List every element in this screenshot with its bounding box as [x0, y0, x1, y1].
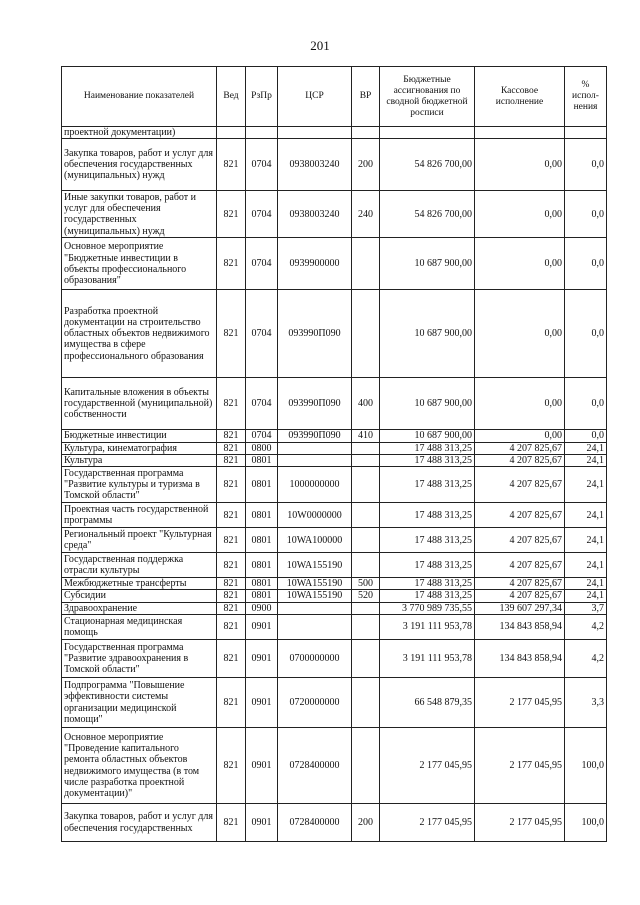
- cell-vr: [352, 728, 380, 804]
- cell-cash: 2 177 045,95: [475, 678, 565, 728]
- cell-rzpr: 0704: [246, 378, 278, 430]
- cell-vr: 200: [352, 139, 380, 191]
- cell-csr: 0700000000: [278, 640, 352, 678]
- table-row: [62, 430, 607, 442]
- cell-rzpr: 0801: [246, 590, 278, 602]
- cell-budget: [380, 127, 475, 139]
- cell-ved: 821: [217, 467, 246, 503]
- cell-name: проектной документации): [62, 127, 217, 139]
- table-row: [62, 578, 607, 590]
- cell-cash: 4 207 825,67: [475, 503, 565, 528]
- cell-vr: 520: [352, 590, 380, 602]
- cell-cash: 4 207 825,67: [475, 590, 565, 602]
- cell-csr: [278, 602, 352, 614]
- cell-percent: 4,2: [565, 640, 607, 678]
- table-row: [62, 378, 607, 430]
- cell-budget: 17 488 313,25: [380, 467, 475, 503]
- cell-ved: 821: [217, 290, 246, 378]
- cell-csr: 10W0000000: [278, 503, 352, 528]
- cell-rzpr: 0704: [246, 139, 278, 191]
- cell-name: Основное мероприятие "Бюджетные инвестиции в объекты профессионального образования": [62, 238, 217, 290]
- cell-rzpr: 0704: [246, 191, 278, 238]
- table-row: [62, 804, 607, 842]
- cell-name: Здравоохранение: [62, 602, 217, 614]
- cell-csr: 0939900000: [278, 238, 352, 290]
- cell-percent: 3,3: [565, 678, 607, 728]
- cell-percent: 24,1: [565, 442, 607, 454]
- cell-cash: 0,00: [475, 238, 565, 290]
- cell-csr: 10WA155190: [278, 590, 352, 602]
- cell-csr: 093990П090: [278, 378, 352, 430]
- cell-csr: [278, 442, 352, 454]
- cell-ved: 821: [217, 139, 246, 191]
- cell-ved: 821: [217, 602, 246, 614]
- cell-csr: [278, 615, 352, 640]
- cell-ved: 821: [217, 678, 246, 728]
- cell-percent: 4,2: [565, 615, 607, 640]
- table-row: [62, 528, 607, 553]
- cell-cash: 0,00: [475, 290, 565, 378]
- cell-percent: 100,0: [565, 804, 607, 842]
- cell-vr: [352, 615, 380, 640]
- cell-name: Иные закупки товаров, работ и услуг для обеспечения государственных (муниципальных) нужд: [62, 191, 217, 238]
- cell-name: Проектная часть государственной программы: [62, 503, 217, 528]
- table-row: [62, 454, 607, 466]
- cell-budget: 10 687 900,00: [380, 430, 475, 442]
- cell-budget: 17 488 313,25: [380, 442, 475, 454]
- cell-cash: 2 177 045,95: [475, 728, 565, 804]
- cell-vr: [352, 238, 380, 290]
- cell-percent: 24,1: [565, 528, 607, 553]
- cell-cash: 139 607 297,34: [475, 602, 565, 614]
- cell-percent: 0,0: [565, 139, 607, 191]
- cell-cash: 4 207 825,67: [475, 528, 565, 553]
- cell-name: Межбюджетные трансферты: [62, 578, 217, 590]
- cell-percent: 24,1: [565, 454, 607, 466]
- cell-budget: 3 191 111 953,78: [380, 640, 475, 678]
- cell-csr: 0728400000: [278, 728, 352, 804]
- cell-name: Региональный проект "Культурная среда": [62, 528, 217, 553]
- page-number: 201: [310, 38, 330, 53]
- cell-ved: 821: [217, 454, 246, 466]
- cell-csr: 1000000000: [278, 467, 352, 503]
- table-row: [62, 127, 607, 139]
- header-budget: Бюджетные ассигнования по сводной бюджетной росписи: [380, 67, 475, 127]
- cell-rzpr: 0801: [246, 553, 278, 578]
- cell-ved: 821: [217, 238, 246, 290]
- table-row: [62, 728, 607, 804]
- cell-vr: [352, 442, 380, 454]
- cell-percent: 100,0: [565, 728, 607, 804]
- cell-csr: [278, 454, 352, 466]
- table-row: [62, 467, 607, 503]
- table-row: [62, 678, 607, 728]
- cell-ved: 821: [217, 503, 246, 528]
- cell-vr: [352, 290, 380, 378]
- cell-ved: 821: [217, 640, 246, 678]
- cell-budget: 2 177 045,95: [380, 728, 475, 804]
- cell-rzpr: 0901: [246, 728, 278, 804]
- cell-cash: 4 207 825,67: [475, 553, 565, 578]
- cell-name: Подпрограмма "Повышение эффективности системы организации медицинской помощи": [62, 678, 217, 728]
- cell-percent: 3,7: [565, 602, 607, 614]
- table-row: [62, 503, 607, 528]
- cell-rzpr: 0901: [246, 804, 278, 842]
- cell-rzpr: 0900: [246, 602, 278, 614]
- cell-budget: 10 687 900,00: [380, 290, 475, 378]
- cell-budget: 3 770 989 735,55: [380, 602, 475, 614]
- cell-vr: [352, 602, 380, 614]
- cell-name: Бюджетные инвестиции: [62, 430, 217, 442]
- cell-cash: 0,00: [475, 139, 565, 191]
- cell-budget: 10 687 900,00: [380, 378, 475, 430]
- budget-table: [61, 66, 607, 842]
- cell-name: Культура: [62, 454, 217, 466]
- cell-vr: [352, 454, 380, 466]
- header-vr: ВР: [352, 67, 380, 127]
- cell-name: Закупка товаров, работ и услуг для обеспечения государственных (муниципальных) нужд: [62, 139, 217, 191]
- cell-vr: 240: [352, 191, 380, 238]
- cell-vr: [352, 127, 380, 139]
- cell-csr: 093990П090: [278, 290, 352, 378]
- cell-rzpr: 0801: [246, 454, 278, 466]
- cell-budget: 54 826 700,00: [380, 139, 475, 191]
- cell-name: Культура, кинематография: [62, 442, 217, 454]
- cell-percent: 0,0: [565, 430, 607, 442]
- cell-budget: 17 488 313,25: [380, 578, 475, 590]
- table-row: [62, 139, 607, 191]
- cell-ved: 821: [217, 615, 246, 640]
- cell-rzpr: [246, 127, 278, 139]
- cell-ved: 821: [217, 728, 246, 804]
- cell-ved: 821: [217, 804, 246, 842]
- cell-vr: [352, 528, 380, 553]
- cell-cash: 134 843 858,94: [475, 640, 565, 678]
- cell-csr: 0720000000: [278, 678, 352, 728]
- cell-percent: 0,0: [565, 290, 607, 378]
- table-row: [62, 615, 607, 640]
- header-rzpr: РзПр: [246, 67, 278, 127]
- cell-budget: 10 687 900,00: [380, 238, 475, 290]
- cell-csr: [278, 127, 352, 139]
- cell-rzpr: 0901: [246, 615, 278, 640]
- table-row: [62, 553, 607, 578]
- cell-budget: 17 488 313,25: [380, 454, 475, 466]
- cell-ved: 821: [217, 590, 246, 602]
- cell-rzpr: 0801: [246, 503, 278, 528]
- cell-cash: 0,00: [475, 191, 565, 238]
- cell-name: Основное мероприятие "Проведение капитального ремонта областных объектов недвижимого имущества (в том числе разработка проектной документации)": [62, 728, 217, 804]
- cell-name: Капитальные вложения в объекты государственной (муниципальной) собственности: [62, 378, 217, 430]
- cell-name: Государственная поддержка отрасли культуры: [62, 553, 217, 578]
- cell-budget: 17 488 313,25: [380, 503, 475, 528]
- cell-name: Закупка товаров, работ и услуг для обеспечения государственных: [62, 804, 217, 842]
- cell-ved: 821: [217, 528, 246, 553]
- cell-budget: 66 548 879,35: [380, 678, 475, 728]
- cell-csr: 0728400000: [278, 804, 352, 842]
- cell-name: Разработка проектной документации на строительство областных объектов недвижимого имущества в сфере профессионального образования: [62, 290, 217, 378]
- cell-budget: 17 488 313,25: [380, 590, 475, 602]
- cell-percent: 0,0: [565, 238, 607, 290]
- cell-budget: 54 826 700,00: [380, 191, 475, 238]
- cell-budget: 17 488 313,25: [380, 528, 475, 553]
- header-csr: ЦСР: [278, 67, 352, 127]
- cell-percent: 24,1: [565, 553, 607, 578]
- cell-ved: 821: [217, 430, 246, 442]
- cell-ved: 821: [217, 191, 246, 238]
- cell-cash: 0,00: [475, 430, 565, 442]
- cell-percent: 24,1: [565, 578, 607, 590]
- cell-ved: 821: [217, 578, 246, 590]
- table-header-row: [62, 67, 607, 127]
- cell-cash: 4 207 825,67: [475, 578, 565, 590]
- header-ved: Вед: [217, 67, 246, 127]
- cell-vr: [352, 503, 380, 528]
- cell-name: Стационарная медицинская помощь: [62, 615, 217, 640]
- cell-name: Государственная программа "Развитие здравоохранения в Томской области": [62, 640, 217, 678]
- cell-cash: 4 207 825,67: [475, 442, 565, 454]
- table-row: [62, 238, 607, 290]
- cell-rzpr: 0704: [246, 238, 278, 290]
- cell-rzpr: 0801: [246, 467, 278, 503]
- cell-cash: 4 207 825,67: [475, 454, 565, 466]
- header-cash: Кассовое исполнение: [475, 67, 565, 127]
- cell-budget: 17 488 313,25: [380, 553, 475, 578]
- cell-vr: 500: [352, 578, 380, 590]
- cell-cash: 134 843 858,94: [475, 615, 565, 640]
- cell-percent: 24,1: [565, 467, 607, 503]
- cell-cash: 0,00: [475, 378, 565, 430]
- cell-rzpr: 0801: [246, 528, 278, 553]
- cell-percent: [565, 127, 607, 139]
- header-name: Наименование показателей: [62, 67, 217, 127]
- cell-ved: 821: [217, 378, 246, 430]
- cell-ved: 821: [217, 553, 246, 578]
- cell-csr: 093990П090: [278, 430, 352, 442]
- cell-rzpr: 0901: [246, 640, 278, 678]
- cell-rzpr: 0704: [246, 430, 278, 442]
- table-row: [62, 590, 607, 602]
- cell-vr: 410: [352, 430, 380, 442]
- cell-budget: 2 177 045,95: [380, 804, 475, 842]
- cell-csr: 0938003240: [278, 139, 352, 191]
- cell-cash: [475, 127, 565, 139]
- table-row: [62, 290, 607, 378]
- cell-rzpr: 0704: [246, 290, 278, 378]
- cell-vr: [352, 640, 380, 678]
- header-percent: % испол-нения: [565, 67, 607, 127]
- cell-vr: 200: [352, 804, 380, 842]
- cell-percent: 24,1: [565, 503, 607, 528]
- cell-cash: 2 177 045,95: [475, 804, 565, 842]
- cell-percent: 0,0: [565, 191, 607, 238]
- cell-percent: 0,0: [565, 378, 607, 430]
- cell-vr: [352, 553, 380, 578]
- cell-rzpr: 0901: [246, 678, 278, 728]
- cell-percent: 24,1: [565, 590, 607, 602]
- cell-rzpr: 0801: [246, 578, 278, 590]
- cell-name: Субсидии: [62, 590, 217, 602]
- cell-vr: [352, 467, 380, 503]
- cell-csr: 0938003240: [278, 191, 352, 238]
- cell-rzpr: 0800: [246, 442, 278, 454]
- cell-budget: 3 191 111 953,78: [380, 615, 475, 640]
- cell-csr: 10WA155190: [278, 553, 352, 578]
- table-row: [62, 602, 607, 614]
- cell-name: Государственная программа "Развитие культуры и туризма в Томской области": [62, 467, 217, 503]
- cell-csr: 10WA100000: [278, 528, 352, 553]
- table-row: [62, 191, 607, 238]
- cell-ved: 821: [217, 442, 246, 454]
- table-row: [62, 640, 607, 678]
- cell-cash: 4 207 825,67: [475, 467, 565, 503]
- table-row: [62, 442, 607, 454]
- cell-vr: [352, 678, 380, 728]
- cell-csr: 10WA155190: [278, 578, 352, 590]
- cell-ved: [217, 127, 246, 139]
- cell-vr: 400: [352, 378, 380, 430]
